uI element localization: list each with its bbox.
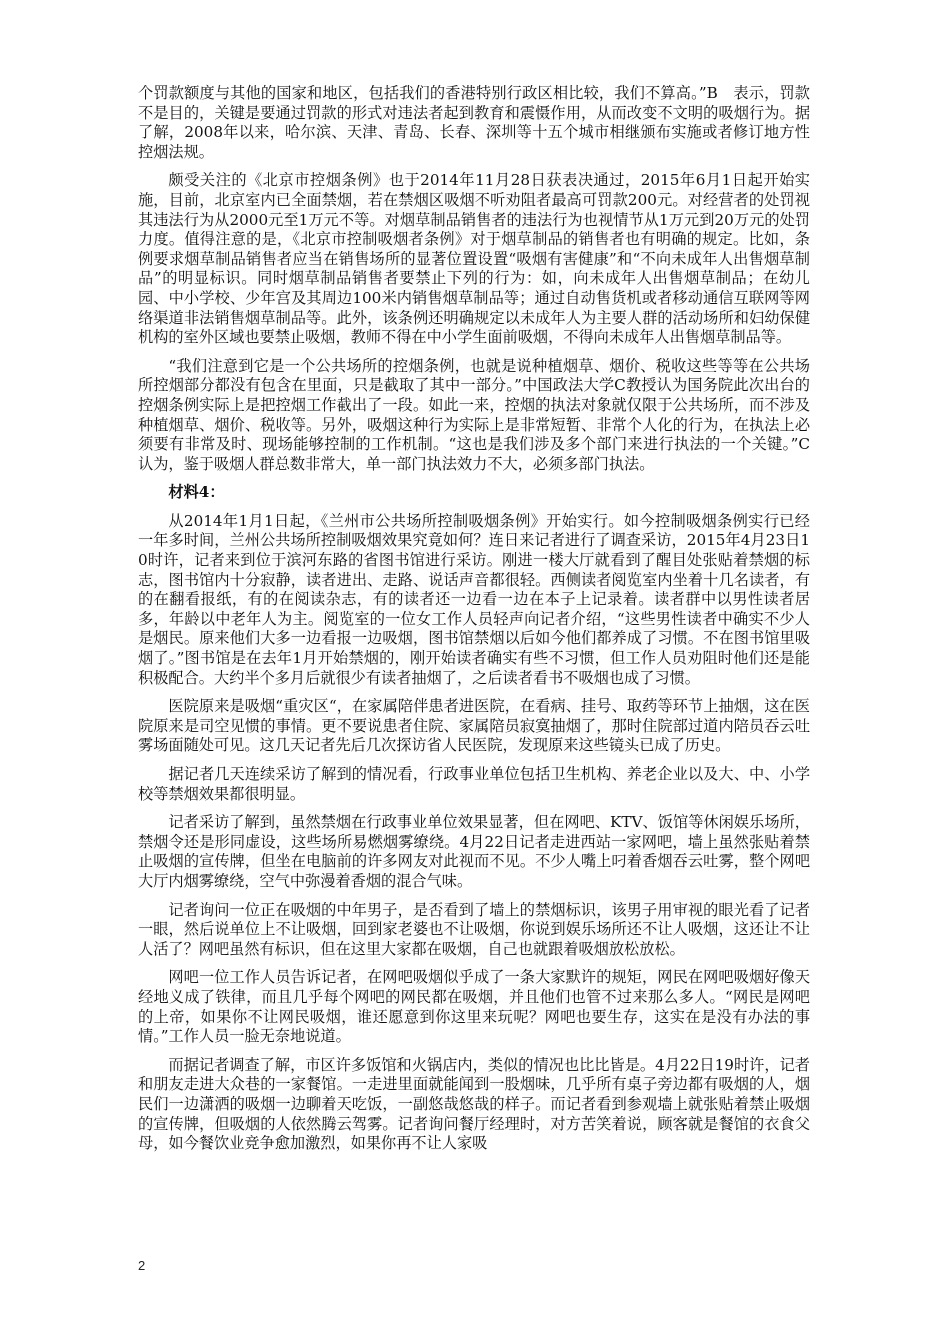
paragraph-internet-cafe: 记者采访了解到，虽然禁烟在行政事业单位效果显著，但在网吧、KTV、饭馆等休闲娱乐场所，禁烟令还是形同虚设，这些场所易燃烟雾缭绕。4月22日记者走进西站一家网吧，墙上虽然张贴着禁止吸烟的宣传牌，但坐在电脑前的许多网友对此视而不见。不少人嘴上叼着香烟吞云吐雾，整个网吧大厅内烟雾缭绕，空气中弥漫着香烟的混合气味。 — [138, 813, 810, 890]
paragraph-cafe-staff: 网吧一位工作人员告诉记者，在网吧吸烟似乎成了一条大家默许的规矩，网民在网吧吸烟好像天经地义成了铁律，而且几乎每个网吧的网民都在吸烟，并且他们也管不过来那么多人。“网民是网吧的上帝，如果你不让网民吸烟，谁还愿意到你这里来玩呢？网吧也要生存，这实在是没有办法的事情。”工作人员一脸无奈地说道。 — [138, 968, 810, 1046]
paragraph-penalty-summary: 个罚款额度与其他的国家和地区，包括我们的香港特别行政区相比较，我们不算高。”B 表示，罚款不是目的，关键是要通过罚款的形式对违法者起到教育和震慑作用，从而改变不文明的吸烟行为。据了解，2008年以来，哈尔滨、天津、青岛、长春、深圳等十五个城市相继颁布实施或者修订地方性控烟法规。 — [138, 84, 810, 161]
paragraph-beijing-regulation: 颇受关注的《北京市控烟条例》也于2014年11月28日获表决通过，2015年6月1日起开始实施，目前，北京室内已全面禁烟，若在禁烟区吸烟不听劝阻者最高可罚款200元。对经营者的处罚视其违法行为从2000元至1万元不等。对烟草制品销售者的违法行为也视情节从1万元到20万元的处罚力度。值得注意的是，《北京市控制吸烟者条例》对于烟草制品的销售者也有明确的规定。比如，条例要求烟草制品销售者应当在销售场所的显著位置设置“吸烟有害健康”和“不向未成年人出售烟草制品”的明显标识。同时烟草制品销售者要禁止下列的行为：如，向未成年人出售烟草制品；在幼儿园、中小学校、少年宫及其周边100米内销售烟草制品等；通过自动售货机或者移动通信互联网等网络渠道非法销售烟草制品等。此外，该条例还明确规定以未成年人为主要人群的活动场所和妇幼保健机构的室外区域也要禁止吸烟，教师不得在中小学生面前吸烟，不得向未成年人出售烟草制品等。 — [138, 171, 810, 347]
paragraph-institutions: 据记者几天连续采访了解到的情况看，行政事业单位包括卫生机构、养老企业以及大、中、小学校等禁烟效果都很明显。 — [138, 765, 810, 803]
paragraph-hospital: 医院原来是吸烟“重灾区“，在家属陪伴患者进医院，在看病、挂号、取药等环节上抽烟，这在医院原来是司空见惯的事情。更不要说患者住院、家属陪员寂寞抽烟了，那时住院部过道内陪员吞云吐雾场面随处可见。这几天记者先后几次探访省人民医院，发现原来这些镜头已成了历史。 — [138, 697, 810, 755]
page-number: 2 — [138, 1258, 146, 1273]
section-heading-material-4: 材料4： — [168, 483, 225, 502]
paragraph-professor-comment: “我们注意到它是一个公共场所的控烟条例，也就是说种植烟草、烟价、税收这些等等在公共场所控烟部分都没有包含在里面，只是截取了其中一部分。”中国政法大学C教授认为国务院此次出台的控烟条例实际上是把控烟工作截出了一段。如此一来，控烟的执法对象就仅限于公共场所，而不涉及种植烟草、烟价、税收等。另外，吸烟这种行为实际上是非常短暂、非常个人化的行为，在执法上必须要有非常及时、现场能够控制的工作机制。“这也是我们涉及多个部门来进行执法的一个关键。”C认为，鉴于吸烟人群总数非常大，单一部门执法效力不大，必须多部门执法。 — [138, 356, 810, 473]
paragraph-restaurant: 而据记者调查了解，市区许多饭馆和火锅店内，类似的情况也比比皆是。4月22日19时许，记者和朋友走进大众巷的一家餐馆。一走进里面就能闻到一股烟味，几乎所有桌子旁边都有吸烟的人，烟民们一边潇洒的吸烟一边聊着天吃饭，一副悠哉悠哉的样子。而记者看到参观墙上就张贴着禁止吸烟的宣传牌，但吸烟的人依然腾云驾雾。记者询问餐厅经理时，对方苦笑着说，顾客就是餐馆的衣食父母，如今餐饮业竞争愈加激烈，如果你再不让人家吸 — [138, 1055, 810, 1153]
document-page — [138, 84, 810, 1163]
paragraph-lanzhou-library: 从2014年1月1日起，《兰州市公共场所控制吸烟条例》开始实行。如今控制吸烟条例实行已经一年多时间，兰州公共场所控制吸烟效果究竟如何？连日来记者进行了调查采访，2015年4月23日10时许，记者来到位于滨河东路的省图书馆进行采访。刚进一楼大厅就看到了醒目处张贴着禁烟的标志，图书馆内十分寂静，读者进出、走路、说话声音都很轻。西侧读者阅览室内坐着十几名读者，有的在翻看报纸，有的在阅读杂志，有的读者还一边看一边在本子上记录着。读者群中以男性读者居多，年龄以中老年人为主。阅览室的一位女工作人员轻声向记者介绍，“这些男性读者中确实不少人是烟民。原来他们大多一边看报一边吸烟，图书馆禁烟以后如今他们都养成了习惯。不在图书馆里吸烟了。”图书馆是在去年1月开始禁烟的，刚开始读者确实有些不习惯，但工作人员劝阻时他们还是能积极配合。大约半个多月后就很少有读者抽烟了，之后读者看书不吸烟也成了习惯。 — [138, 511, 810, 687]
paragraph-smoker-interview: 记者询问一位正在吸烟的中年男子，是否看到了墙上的禁烟标识，该男子用审视的眼光看了记者一眼，然后说单位上不让吸烟，回到家老婆也不让吸烟，你说到娱乐场所还不让人吸烟，这还让不让人活了？网吧虽然有标识，但在这里大家都在吸烟，自己也就跟着吸烟放松放松。 — [138, 900, 810, 958]
